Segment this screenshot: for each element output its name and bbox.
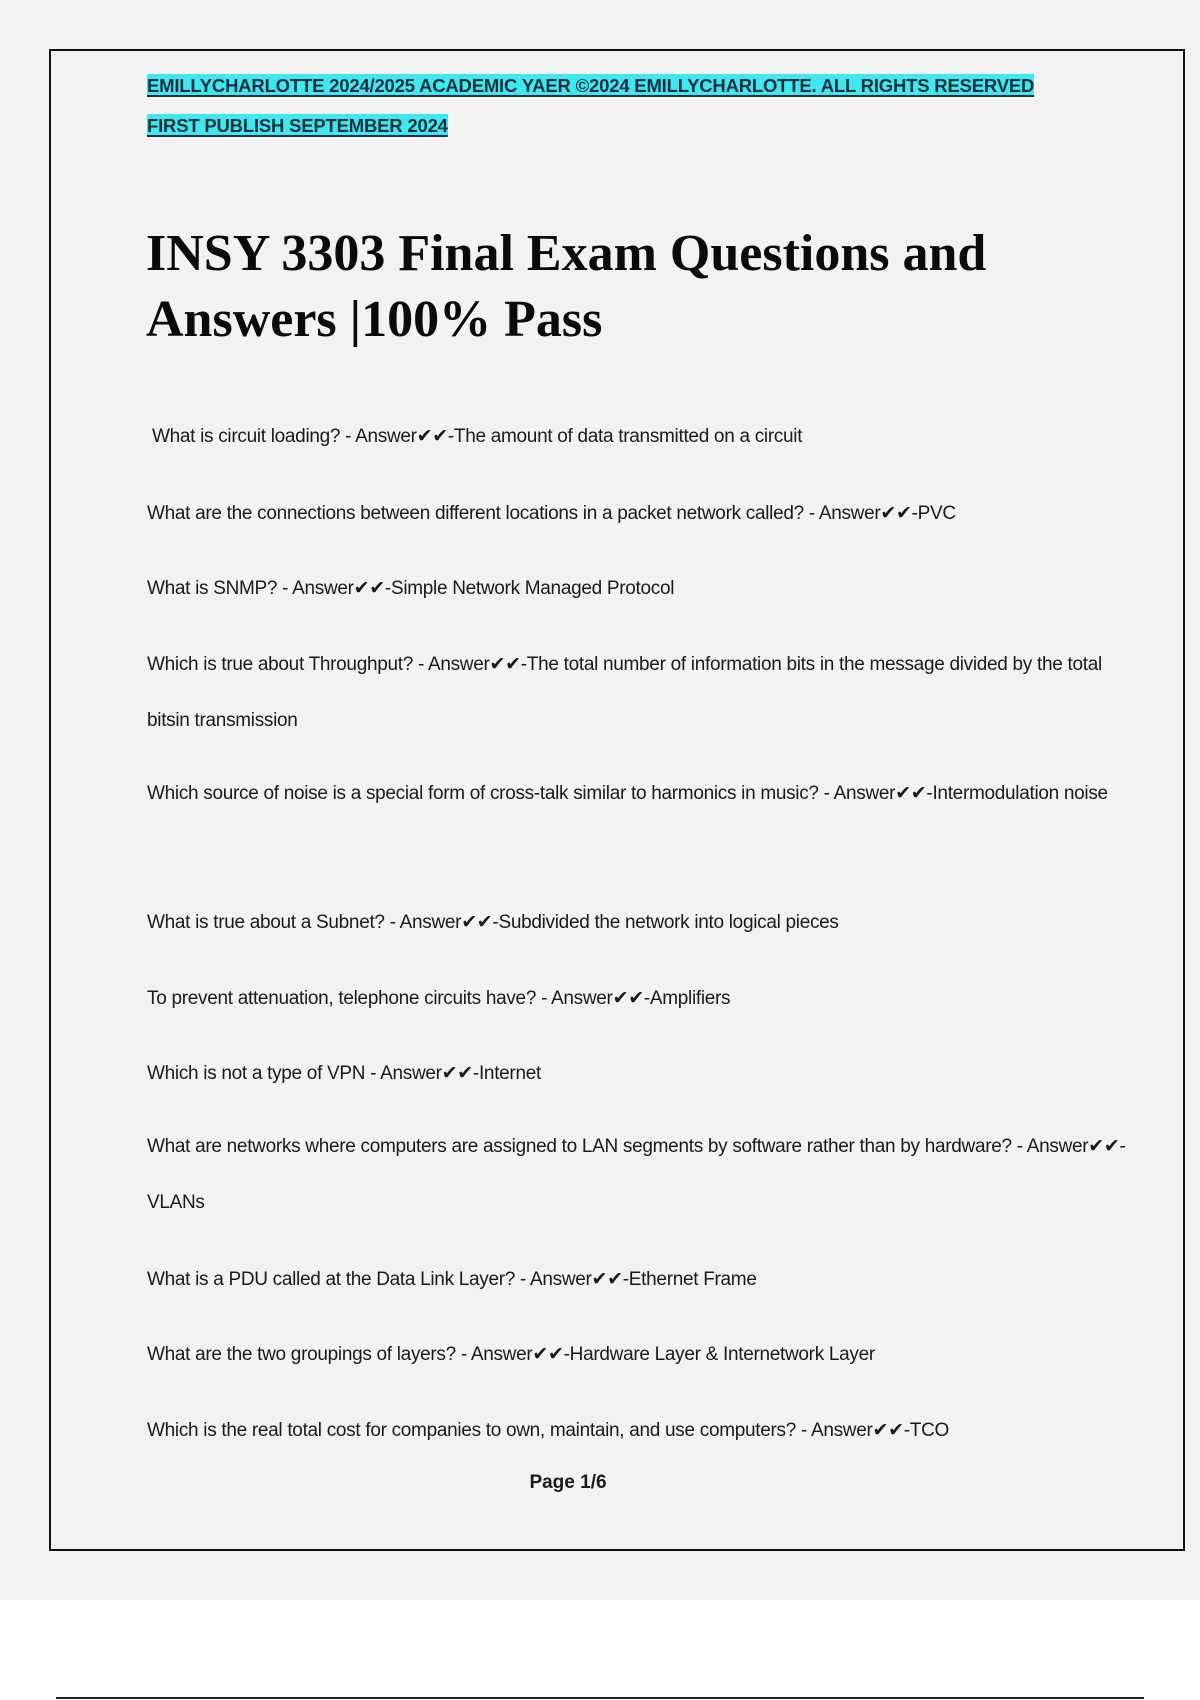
- question-item: What are networks where computers are assigned to LAN segments by software rather than by hardware? - Answer✔✔-VLANs: [147, 1136, 1126, 1213]
- publish-date-header-text: FIRST PUBLISH SEPTEMBER 2024: [147, 115, 448, 136]
- document-page: [49, 49, 1185, 1551]
- next-page-divider: [56, 1697, 1144, 1699]
- copyright-header: [147, 75, 1034, 97]
- question-item: What is circuit loading? - Answer✔✔-The amount of data transmitted on a circuit: [152, 426, 803, 447]
- publish-date-header: [147, 115, 448, 137]
- page-number: Page 1/6: [529, 1472, 607, 1493]
- question-item: Which source of noise is a special form of cross-talk similar to harmonics in music? - Answer✔✔-Intermodulation noise: [147, 783, 1108, 804]
- question-item: What is true about a Subnet? - Answer✔✔-Subdivided the network into logical pieces: [147, 912, 839, 933]
- copyright-header-text: EMILLYCHARLOTTE 2024/2025 ACADEMIC YAER ©2024 EMILLYCHARLOTTE. ALL RIGHTS RESERVED: [147, 75, 1035, 96]
- question-item: Which is true about Throughput? - Answer✔✔-The total number of information bits in the message divided by the total bitsin transmission: [147, 654, 1102, 731]
- question-item: What is SNMP? - Answer✔✔-Simple Network Managed Protocol: [147, 578, 675, 599]
- question-item: To prevent attenuation, telephone circuits have? - Answer✔✔-Amplifiers: [147, 988, 731, 1009]
- question-item: Which is the real total cost for companies to own, maintain, and use computers? - Answer✔✔-TCO: [147, 1420, 949, 1441]
- document-title: INSY 3303 Final Exam Questions and Answers |100% Pass: [146, 225, 987, 348]
- question-item: What is a PDU called at the Data Link Layer? - Answer✔✔-Ethernet Frame: [147, 1269, 757, 1290]
- question-item: What are the two groupings of layers? - Answer✔✔-Hardware Layer & Internetwork Layer: [147, 1344, 875, 1365]
- question-item: Which is not a type of VPN - Answer✔✔-Internet: [147, 1063, 541, 1084]
- question-item: What are the connections between different locations in a packet network called? - Answer✔✔-PVC: [147, 503, 956, 524]
